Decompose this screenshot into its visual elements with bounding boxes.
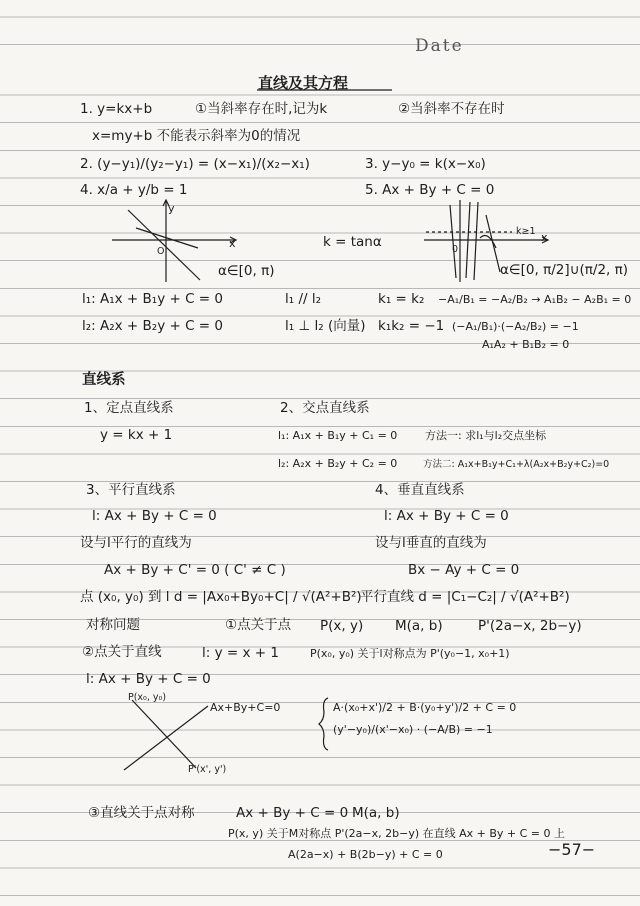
figure-p-prime-label: P'(x', y') xyxy=(188,764,227,775)
family-par-eq: l: Ax + By + C = 0 xyxy=(92,508,217,524)
symmetry-point-line-result: P(x₀, y₀) 关于l对称点为 P'(y₀−1, x₀+1) xyxy=(310,647,510,660)
figure-p-label: P(x₀, y₀) xyxy=(128,692,167,703)
graph1-origin-label: O xyxy=(157,246,165,257)
slope-perpendicular: k₁k₂ = −1 xyxy=(378,318,445,334)
family-title: 直线系 xyxy=(82,372,126,388)
graph2-line-3 xyxy=(450,205,459,278)
method-two: 方法二: A₁x+B₁y+C₁+λ(A₂x+B₂y+C₂)=0 xyxy=(423,459,610,470)
family-par-result: Ax + By + C' = 0 ( C' ≠ C ) xyxy=(104,562,286,578)
family-inter-l2: l₂: A₂x + B₂y + C₂ = 0 xyxy=(278,457,398,470)
symmetry-line-point-eq: Ax + By + C = 0 xyxy=(236,805,349,821)
line-l2-eq: l₂: A₂x + B₂y + C = 0 xyxy=(82,318,223,334)
graph1-range: α∈[0, π) xyxy=(218,263,275,279)
family-inter-l1: l₁: A₁x + B₁y + C₁ = 0 xyxy=(278,429,398,442)
symmetry-title: 对称问题 xyxy=(86,617,140,633)
system-brace xyxy=(319,698,328,750)
symmetry-point-line: ②点关于直线 xyxy=(82,644,162,660)
form-3: 3. y−y₀ = k(x−x₀) xyxy=(365,156,486,172)
family-perp-title: 4、垂直直线系 xyxy=(375,482,465,498)
symmetry-point-point: ①点关于点 xyxy=(225,617,292,633)
form-5: 5. Ax + By + C = 0 xyxy=(365,182,495,198)
family-par-set: 设与l平行的直线为 xyxy=(80,535,192,551)
page-number: −57− xyxy=(548,840,596,859)
form-1-case-a: ①当斜率存在时,记为k xyxy=(195,101,328,117)
coef-perpendicular-2: A₁A₂ + B₁B₂ = 0 xyxy=(482,338,570,351)
method-one: 方法一: 求l₁与l₂交点坐标 xyxy=(425,429,547,442)
family-perp-result: Bx − Ay + C = 0 xyxy=(408,562,520,578)
graph2-range: α∈[0, π/2]∪(π/2, π) xyxy=(500,262,629,278)
graph2-origin-label: 0 xyxy=(452,244,459,255)
page-title: 直线及其方程 xyxy=(258,74,349,92)
family-fixed-title: 1、定点直线系 xyxy=(84,400,174,416)
symmetry-line-eq: l: y = x + 1 xyxy=(202,645,279,661)
symmetry-general-line: l: Ax + By + C = 0 xyxy=(86,671,211,687)
graph2-k-label: k≥1 xyxy=(516,226,536,237)
parallel-cond: l₁ // l₂ xyxy=(285,291,322,307)
perpendicular-cond: l₁ ⊥ l₂ (向量) xyxy=(285,318,366,334)
symmetry-p: P(x, y) xyxy=(320,618,364,634)
symmetry-m: M(a, b) xyxy=(395,618,443,634)
graph1-x-label: x xyxy=(229,237,236,250)
family-perp-set: 设与l垂直的直线为 xyxy=(375,535,487,551)
coef-perpendicular: (−A₁/B₁)·(−A₂/B₂) = −1 xyxy=(452,320,579,333)
figure-line-pp xyxy=(132,700,196,768)
family-fixed-eq: y = kx + 1 xyxy=(100,427,173,443)
symmetry-system-eq2: (y'−y₀)/(x'−x₀) · (−A/B) = −1 xyxy=(333,723,493,736)
line-l1-eq: l₁: A₁x + B₁y + C = 0 xyxy=(82,291,223,307)
symmetry-line-point-desc: P(x, y) 关于M对称点 P'(2a−x, 2b−y) 在直线 Ax + By + C = 0 上 xyxy=(228,827,566,840)
form-x-my-b: x=my+b 不能表示斜率为0的情况 xyxy=(92,128,301,144)
family-perp-eq: l: Ax + By + C = 0 xyxy=(384,508,509,524)
symmetry-line-point-result: A(2a−x) + B(2b−y) + C = 0 xyxy=(288,848,443,861)
slope-parallel: k₁ = k₂ xyxy=(378,291,425,307)
graph1-line-b xyxy=(136,228,198,248)
form-1: 1. y=kx+b xyxy=(80,101,153,117)
coef-parallel: −A₁/B₁ = −A₂/B₂ → A₁B₂ − A₂B₁ = 0 xyxy=(438,293,632,306)
figure-line-l xyxy=(124,706,208,770)
family-par-title: 3、平行直线系 xyxy=(86,482,176,498)
family-inter-title: 2、交点直线系 xyxy=(280,400,370,416)
graph1-y-label: y xyxy=(168,202,175,215)
graph2-x-label: x xyxy=(541,231,548,244)
figure-line-label: Ax+By+C=0 xyxy=(210,701,281,714)
slope-note: k = tanα xyxy=(323,234,382,250)
graph2-line-2 xyxy=(474,202,478,280)
distance-point-line: 点 (x₀, y₀) 到 l d = |Ax₀+By₀+C| / √(A²+B²) xyxy=(80,589,362,605)
distance-parallel-lines: 平行直线 d = |C₁−C₂| / √(A²+B²) xyxy=(360,589,570,605)
graph2-line-4 xyxy=(486,215,500,272)
form-4: 4. x/a + y/b = 1 xyxy=(80,182,188,198)
form-1-case-b: ②当斜率不存在时 xyxy=(398,101,505,117)
date-label: Date xyxy=(415,36,464,56)
symmetry-p-prime: P'(2a−x, 2b−y) xyxy=(478,618,582,634)
symmetry-system-eq1: A·(x₀+x')/2 + B·(y₀+y')/2 + C = 0 xyxy=(333,701,517,714)
symmetry-line-point: ③直线关于点对称 xyxy=(88,805,195,821)
symmetry-line-point-m: M(a, b) xyxy=(352,805,400,821)
form-2: 2. (y−y₁)/(y₂−y₁) = (x−x₁)/(x₂−x₁) xyxy=(80,156,310,172)
